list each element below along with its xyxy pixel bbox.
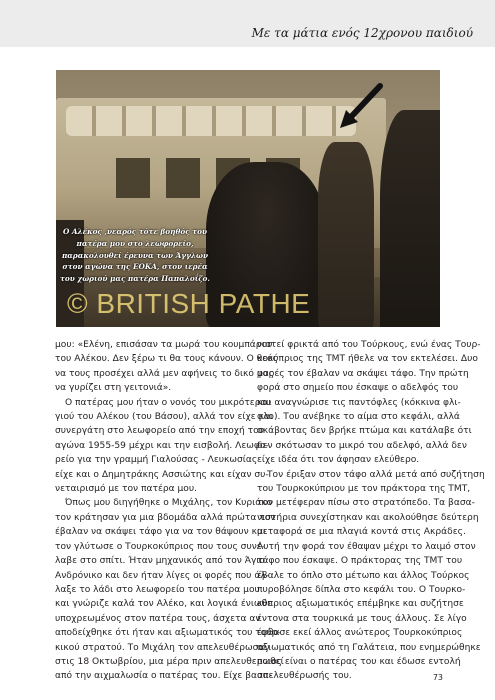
- text-line: Αυτή την φορά τον έθαψαν μέχρι το λαιμό στον: [257, 541, 476, 552]
- text-line: έβαλαν να σκάψει τάφο για να τον θάψουν και: [55, 527, 267, 538]
- photo-caption: [60, 226, 210, 285]
- text-line: δεν σκότωσαν το μικρό του αδελφό, αλλά δεν: [257, 440, 467, 451]
- watermark: © BRITISH PATHE: [67, 288, 311, 319]
- text-column-left: [55, 338, 284, 684]
- text-line: είχε ιδέα ότι τον άφησαν ελεύθερο.: [257, 455, 420, 466]
- text-line: Ο πατέρας μου ήταν ο νονός του μικρότερου: [65, 397, 272, 408]
- arrow-down-left-icon: [336, 82, 386, 132]
- text-line: τον κράτησαν για μια βδομάδα αλλά πρώτα τον: [55, 512, 276, 523]
- text-line: απελευθέρωσής του.: [257, 671, 352, 682]
- text-line: έβαλε το όπλο στο μέτωπο και άλλος Τούρκος: [257, 570, 470, 581]
- text-line: λαβε στο σπίτι. Ήταν μηχανικός από τον Άγιο: [55, 556, 266, 567]
- page-number: 73: [432, 673, 443, 682]
- text-line: και γνώριζε καλά τον Αλέκο, και λογικά ένιωθε: [55, 599, 272, 610]
- text-line: μεταφορά σε μια πλαγιά κοντά στις Ακράδες.: [257, 527, 466, 538]
- text-line: νεταιρισμό με τον πατέρα μου.: [55, 484, 198, 495]
- text-line: κύπριος αξιωματικός επέμβηκε και συζήτησε: [257, 599, 464, 610]
- text-line: πυροβόλησε δίπλα στο κεφάλι του. Ο Τουρκο-: [257, 584, 466, 595]
- running-title: Με τα μάτια ενός 12χρονου παιδιού: [251, 26, 473, 40]
- text-line: του Αλέκου. Δεν ξέρω τι θα τους κάνουν. Ο θεός: [55, 354, 279, 365]
- text-line: τον μετέφεραν πίσω στο στρατόπεδο. Τα βασα-: [257, 498, 475, 509]
- text-line: λαξε το λάδι στο λεωφορείο του πατέρα μου: [55, 584, 260, 595]
- caption-line: πατέρα μου στο λεωφορείο,: [76, 238, 194, 248]
- text-line: τον γλύτωσε ο Τουρκοκύπριος που τους συνέ-: [55, 541, 265, 552]
- text-line: φορά στο σημείο που έσκαψε ο αδελφός του: [257, 383, 459, 394]
- text-line: νιστήρια συνεχίστηκαν και ακολούθησε δεύτερη: [257, 512, 479, 523]
- text-line: του Τουρκοκύπριου με τον πράκτορα της ΤΜΤ,: [257, 484, 471, 495]
- paragraph: [55, 396, 273, 497]
- text-line: φλο). Του ανέβηκε το αίμα στο κεφάλι, αλλά: [257, 412, 460, 423]
- photo-bus-roof-rack: [66, 106, 356, 136]
- text-line: έφθασε εκεί άλλος ανώτερος Τουρκοκύπριος: [257, 628, 463, 639]
- caption-line: στον αγώνα της ΕΟΚΑ, στον ιερέα: [62, 262, 208, 272]
- text-line: ποιος είναι ο πατέρας του και έδωσε εντολή: [257, 656, 461, 667]
- text-line: μου: «Ελένη, επισάσαν τα μωρά του κουμπάρου: [55, 340, 273, 350]
- text-line: και αναγνώρισε τις παντόφλες (κόκκινα φλι-: [257, 397, 461, 408]
- photo-figure: [380, 110, 440, 327]
- text-line: στις 18 Οκτωβρίου, μια μέρα πριν απελευθερωθεί: [55, 656, 284, 667]
- caption-line: Ο Αλέκος ,νεαρός τότε βοηθός του: [62, 227, 208, 236]
- text-line: έντονα στα τουρκικά με τους άλλους. Σε λίγο: [257, 613, 467, 624]
- text-line: αγώνα 1955-59 μέχρι και την εισβολή. Λεωφο-: [55, 440, 269, 451]
- text-line: Τον έριξαν στον τάφο αλλά μετά από συζήτηση: [267, 469, 485, 480]
- paragraph: [55, 496, 284, 683]
- photo-figure-young-man: [318, 142, 374, 327]
- photo-bus-window: [116, 158, 150, 198]
- text-line: κοκύπριος της ΤΜΤ ήθελε να τον εκτελέσει. Δυο: [257, 354, 478, 365]
- text-line: νιστεί φρικτά από του Τούρκους, ενώ ένας Τουρ-: [257, 340, 481, 350]
- text-line: είχε και ο Δημητράκης Ασσιώτης και είχαν συ-: [55, 469, 269, 480]
- photo-bus-window: [166, 158, 200, 198]
- text-line: τάφο που έσκαψε. Ο πράκτορας της ΤΜΤ του: [257, 556, 463, 567]
- text-column-right: [257, 338, 485, 684]
- paragraph: [55, 338, 279, 396]
- text-line: Όπως μου διηγήθηκε ο Μιχάλης, τον Κυριάκο: [65, 498, 273, 509]
- text-line: αποδείχθηκε ότι ήταν και αξιωματικός του τούρ-: [55, 628, 281, 639]
- text-line: κικού στρατού. Το Μιχάλη τον απελευθέρωσαν: [55, 642, 270, 653]
- text-line: να γυρίζει στη γειτονιά».: [55, 383, 172, 394]
- text-line: υποχρεωμένος στον πατέρα τους, άσχετα αν: [55, 613, 261, 624]
- text-line: από την αιχμαλωσία ο πατέρας του. Είχε βασα-: [55, 671, 273, 682]
- text-line: Ανδρόνικο και δεν ήταν λίγες οι φορές που άλ-: [55, 570, 269, 581]
- text-line: γιού του Αλέκου (του Βάσου), αλλά τον είχε και: [55, 412, 273, 423]
- paragraph: [257, 338, 481, 468]
- text-line: να τους προσέχει αλλά μεν αφήνεις το δικό μας: [55, 368, 274, 379]
- text-line: αξιωματικός από τη Γαλάτεια, που ενημερώθηκε: [257, 642, 481, 653]
- caption-line: του χωριού μας πατέρα Παπαλοΐζο.: [60, 274, 210, 284]
- text-line: φορές τον έβαλαν να σκάψει τάφο. Την πρώτη: [257, 368, 469, 379]
- text-line: συνεργάτη στο λεωφορείο από την εποχή του: [55, 426, 264, 437]
- text-line: σκάβοντας δεν βρήκε πτώμα και κατάλαβε ότι: [257, 426, 472, 437]
- caption-line: παρακολουθεί έρευνα των Άγγλων: [61, 250, 209, 260]
- text-line: ρείο για την γραμμή Γιαλούσας - Λευκωσίας: [55, 455, 258, 466]
- paragraph: [257, 468, 485, 684]
